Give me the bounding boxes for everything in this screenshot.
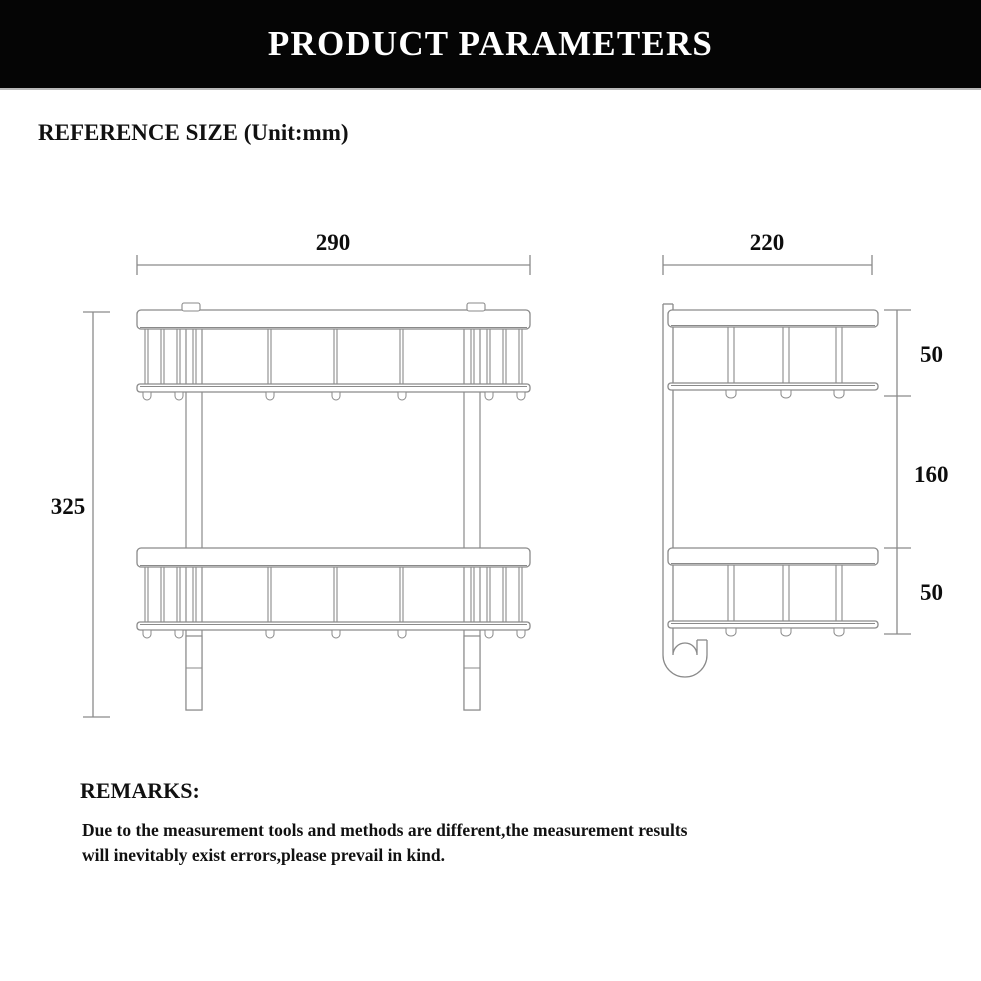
front-leg-lower-ends: [186, 636, 480, 710]
page-title: PRODUCT PARAMETERS: [267, 24, 714, 63]
front-bottom-shelf: [137, 548, 530, 638]
front-support-legs: [186, 312, 480, 710]
side-top-shelf: [668, 310, 878, 398]
side-bottom-shelf: [668, 548, 878, 636]
dimension-label-side-bottom-shelf-height: 50: [920, 580, 943, 605]
dimension-side-heights: [884, 310, 949, 634]
dimension-label-side-top-shelf-height: 50: [920, 342, 943, 367]
remarks-block: [80, 778, 910, 869]
remarks-line-2: will inevitably exist errors,please prevail in kind.: [82, 845, 445, 866]
dimension-side-depth: [663, 230, 872, 275]
dimension-front-height: [51, 312, 110, 717]
remarks-title: REMARKS:: [80, 778, 200, 803]
technical-drawing-area: [0, 170, 981, 750]
reference-size-heading: REFERENCE SIZE (Unit:mm): [38, 120, 349, 145]
header-banner: [0, 0, 981, 88]
banner-divider: [0, 88, 981, 90]
remarks-line-1: Due to the measurement tools and methods are different,the measurement results: [82, 820, 688, 840]
side-view-group: [663, 230, 949, 677]
dimension-label-side-gap-height: 160: [914, 462, 949, 487]
dimension-label-side-depth: 220: [749, 230, 785, 255]
shelf-technical-drawing-svg: [0, 170, 981, 750]
dimension-label-front-width: 290: [315, 230, 351, 255]
dimension-front-width: [137, 230, 530, 275]
front-top-shelf: [137, 303, 530, 400]
front-view-group: [51, 230, 530, 717]
dimension-label-front-height: 325: [50, 494, 86, 519]
